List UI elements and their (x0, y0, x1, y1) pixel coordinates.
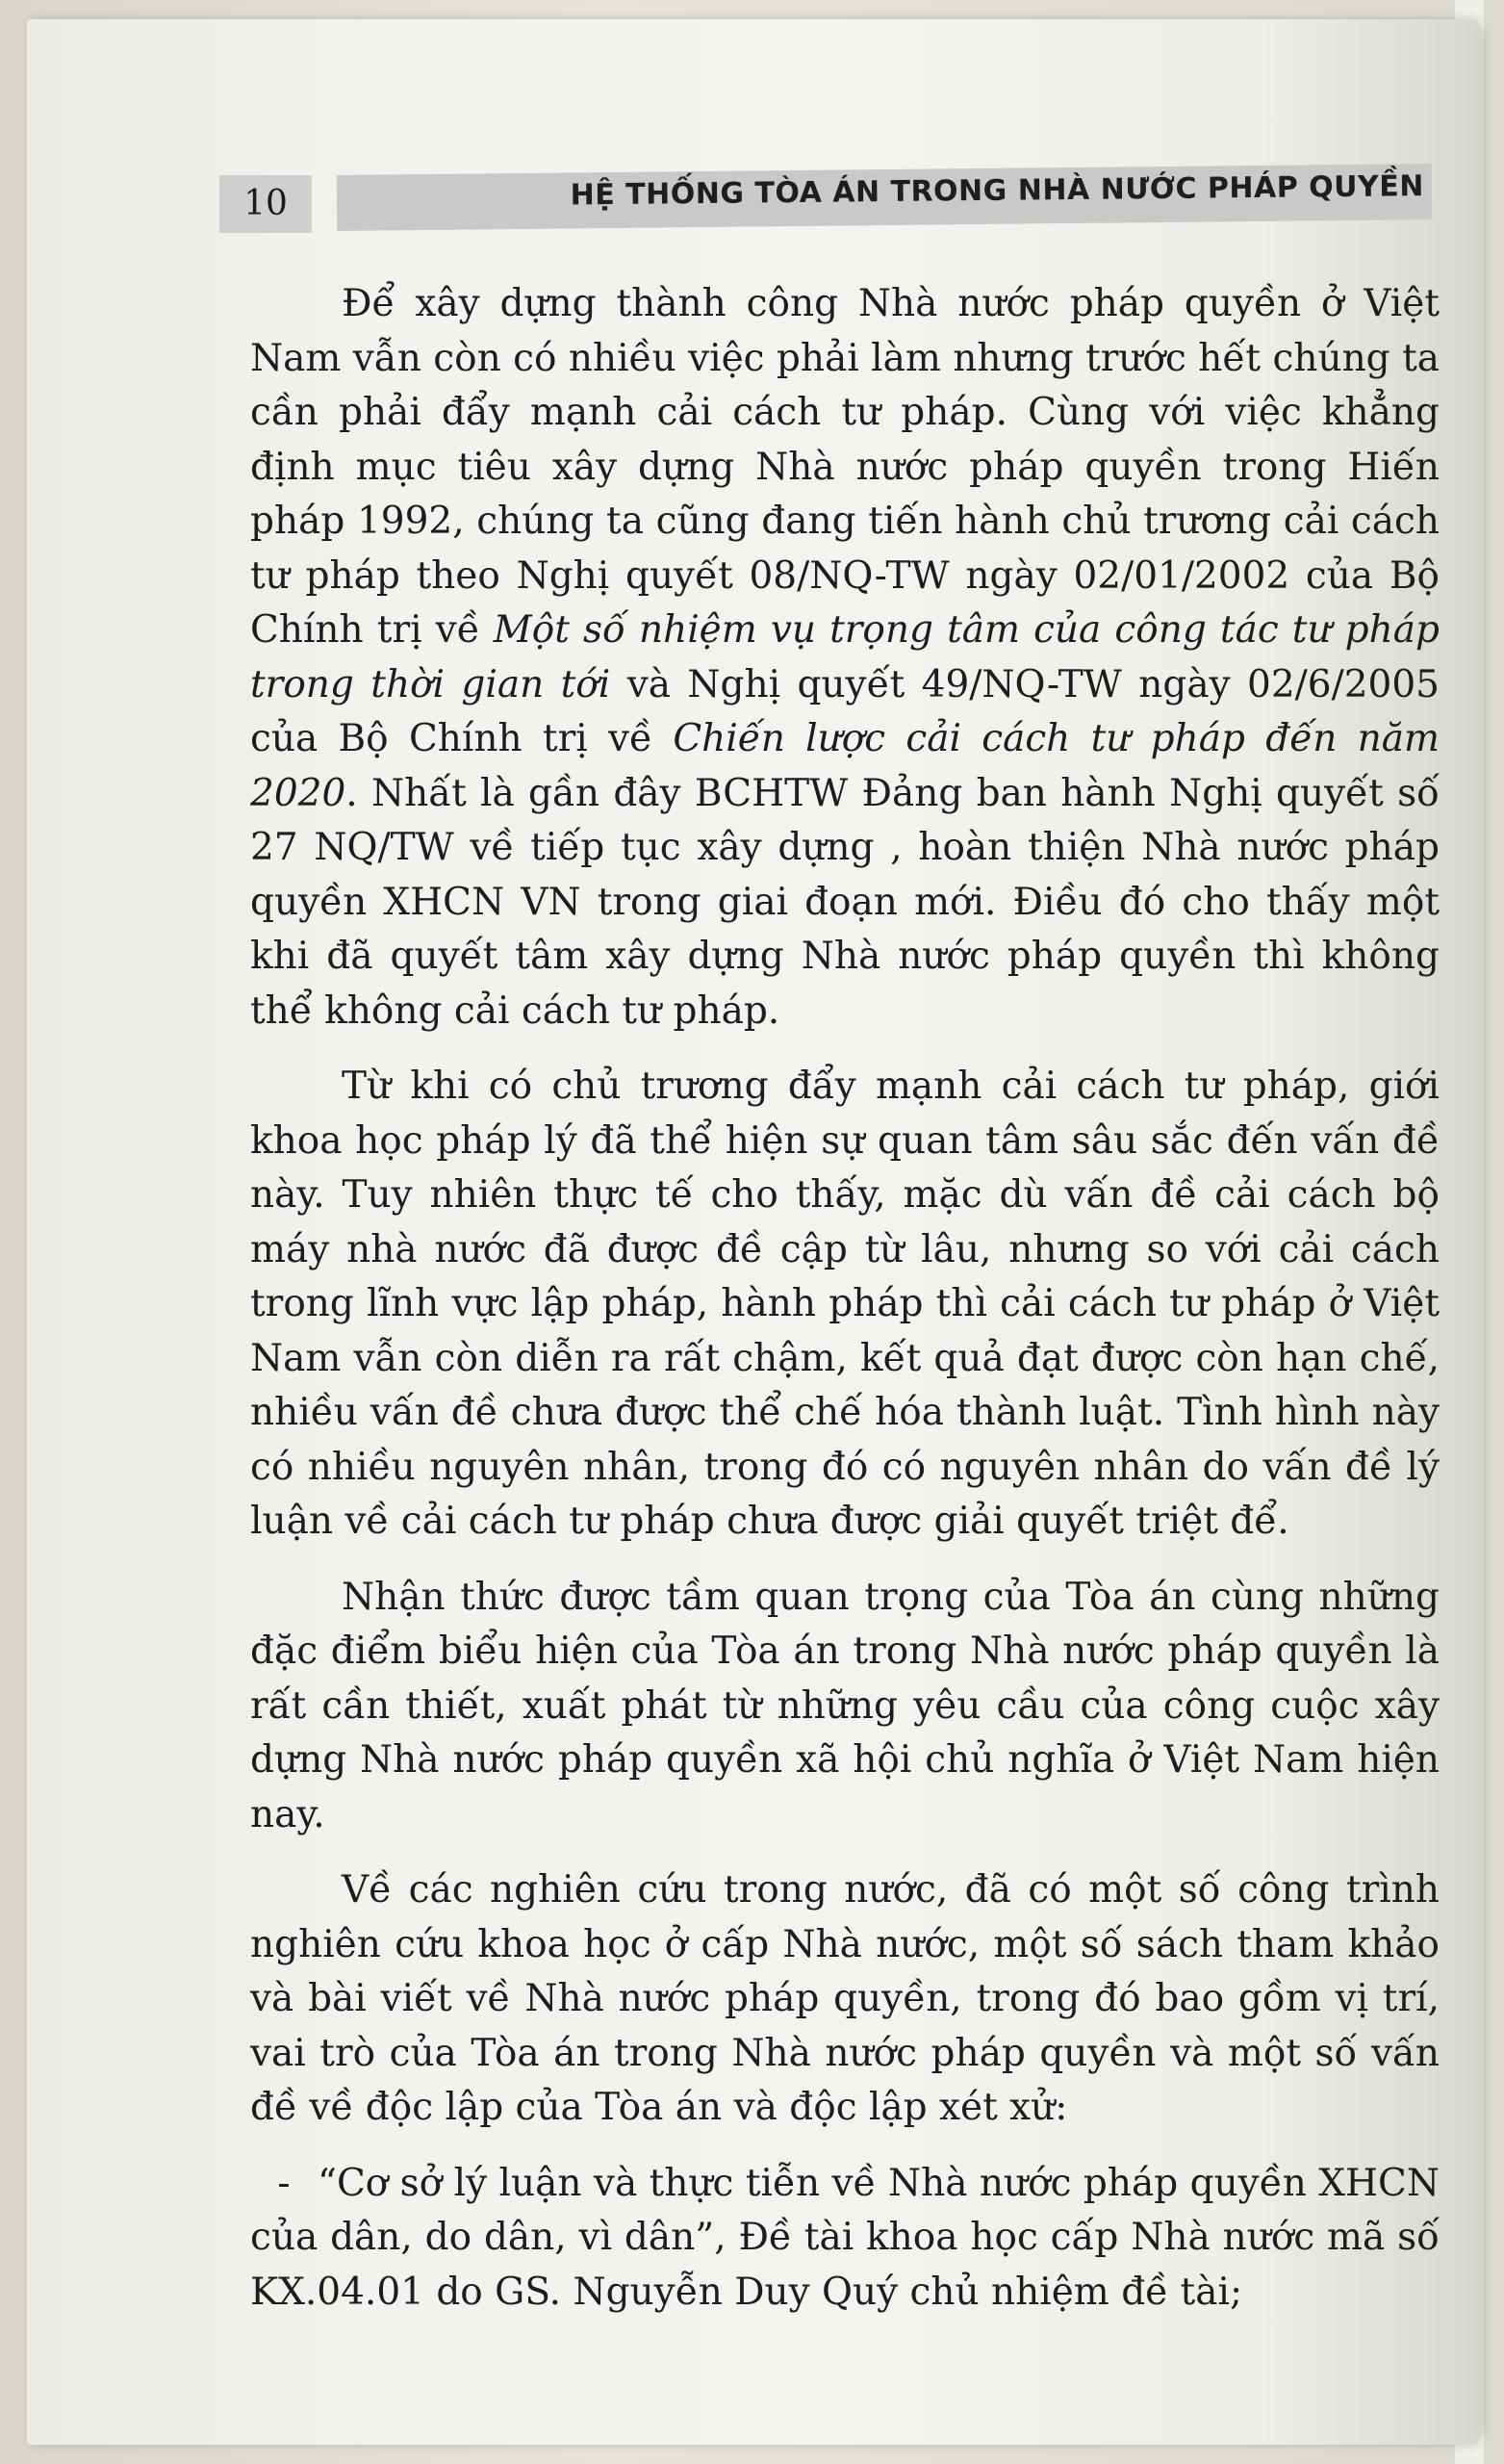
running-header (337, 164, 1433, 231)
bullet-text: “Cơ sở lý luận và thực tiễn về Nhà nước pháp quyền XHCN của dân, do dân, vì dân”, Đề tài khoa học cấp Nhà nước mã số KX.04.01 do GS. Nguyễn Duy Quý chủ nhiệm đề tài; (250, 2161, 1440, 2314)
paragraph-text: . Nhất là gần đây BCHTW Đảng ban hành Nghị quyết số 27 NQ/TW về tiếp tục xây dựng , hoàn thiện Nhà nước pháp quyền XHCN VN trong giai đoạn mới. Điều đó cho thấy một khi đã quyết tâm xây dựng Nhà nước pháp quyền thì không thể không cải cách tư pháp. (250, 771, 1440, 1033)
bullet-dash: - (277, 2161, 291, 2205)
running-title: HỆ THỐNG TÒA ÁN TRONG NHÀ NƯỚC PHÁP QUYỀN (570, 169, 1425, 213)
paragraph (250, 277, 1440, 1039)
italic-title: Một số nhiệm vụ trọng tâm của công tác tư pháp trong thời gian tới (250, 608, 1440, 706)
paragraph-text: Để xây dựng thành công Nhà nước pháp quyền ở Việt Nam vẫn còn có nhiều việc phải làm nhưng trước hết chúng ta cần phải đẩy mạnh cải cách tư pháp. Cùng với việc khẳng định mục tiêu xây dựng Nhà nước pháp quyền trong Hiến pháp 1992, chúng ta cũng đang tiến hành chủ trương cải cách tư pháp theo Nghị quyết 08/NQ-TW ngày 02/01/2002 của Bộ Chính trị về (250, 282, 1440, 652)
paragraph: Nhận thức được tầm quan trọng của Tòa án cùng những đặc điểm biểu hiện của Tòa án trong Nhà nước pháp quyền là rất cần thiết, xuất phát từ những yêu cầu của công cuộc xây dựng Nhà nước pháp quyền xã hội chủ nghĩa ở Việt Nam hiện nay. (250, 1575, 1440, 1836)
paragraph: Từ khi có chủ trương đẩy mạnh cải cách tư pháp, giới khoa học pháp lý đã thể hiện sự quan tâm sâu sắc đến vấn đề này. Tuy nhiên thực tế cho thấy, mặc dù vấn đề cải cách bộ máy nhà nước đã được đề cập từ lâu, nhưng so với cải cách trong lĩnh vực lập pháp, hành pháp thì cải cách tư pháp ở Việt Nam vẫn còn diễn ra rất chậm, kết quả đạt được còn hạn chế, nhiều vấn đề chưa được thể chế hóa thành luật. Tình hình này có nhiều nguyên nhân, trong đó có nguyên nhân do vấn đề lý luận về cải cách tư pháp chưa được giải quyết triệt để. (250, 1065, 1440, 1543)
body-text (250, 277, 1440, 2341)
book-page (27, 19, 1480, 2445)
paragraph: Về các nghiên cứu trong nước, đã có một số công trình nghiên cứu khoa học ở cấp Nhà nước, một số sách tham khảo và bài viết về Nhà nước pháp quyền, trong đó bao gồm vị trí, vai trò của Tòa án trong Nhà nước pháp quyền và một số vấn đề về độc lập của Tòa án và độc lập xét xử: (250, 1868, 1440, 2129)
paragraph-text: và Nghị quyết 49/NQ-TW ngày 02/6/2005 của Bộ Chính trị về (250, 662, 1440, 760)
bullet-item (250, 2157, 1440, 2321)
italic-title: Chiến lược cải cách tư pháp đến năm 2020 (250, 717, 1440, 815)
page-number: 10 (219, 175, 312, 233)
